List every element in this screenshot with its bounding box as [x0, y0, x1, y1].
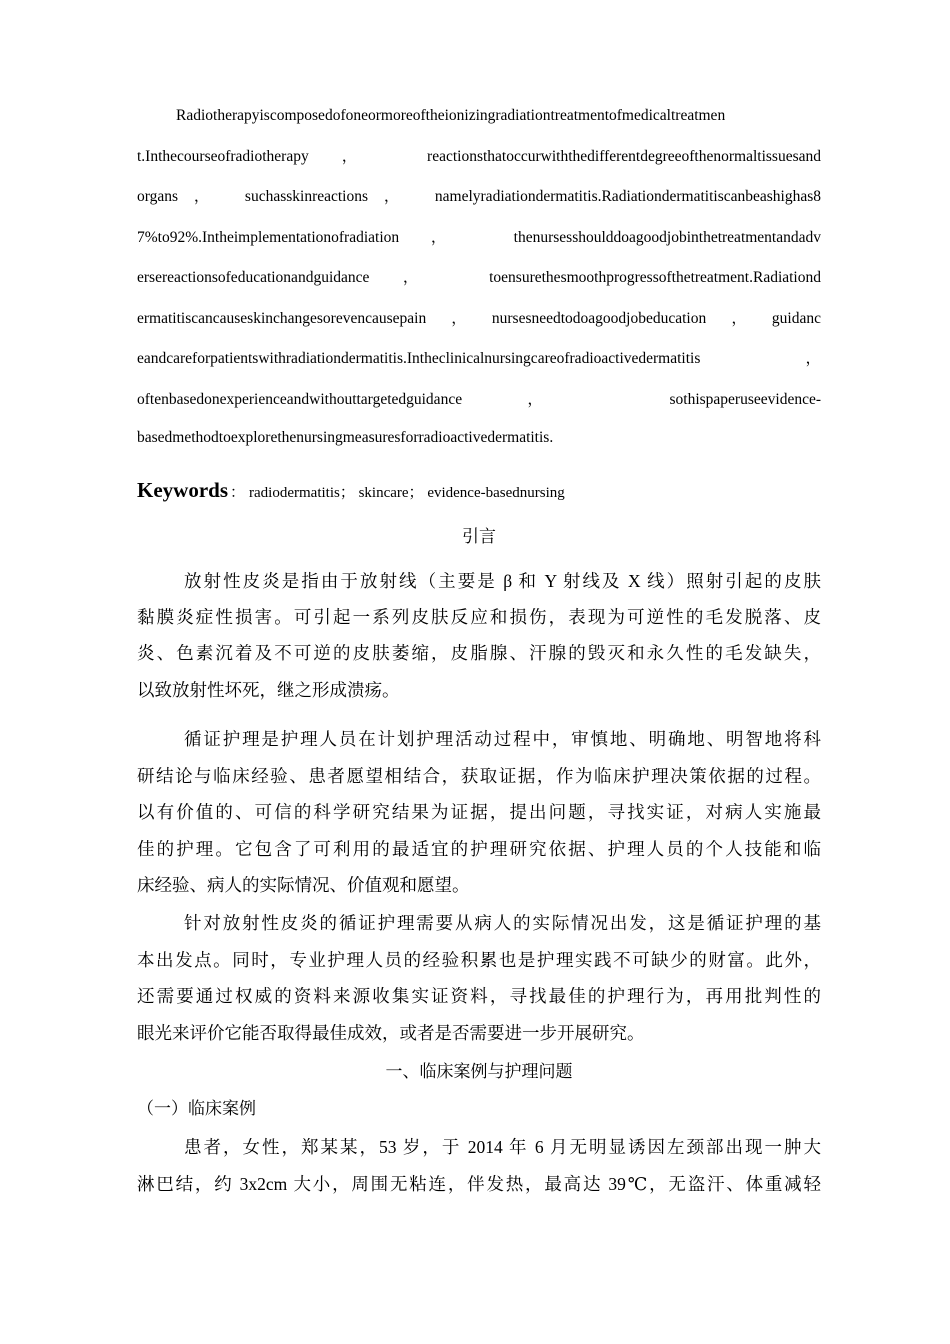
paragraph-line: 研结论与临床经验、患者愿望相结合，获取证据，作为临床护理决策依据的过程。: [137, 766, 821, 786]
paragraph-line: 患者，女性，郑某某，53 岁，于 2014 年 6 月无明显诱因左颈部出现一肿大: [184, 1137, 821, 1157]
abstract-line: organs， suchasskinreactions， namelyradiationdermatitis.Radiationdermatitiscanbeashighas8: [137, 188, 821, 205]
abstract-line: t.Inthecourseofradiotherapy， reactionsthatoccurwiththedifferentdegreeofthenormaltissuesand: [137, 148, 821, 165]
keywords-line: [137, 477, 821, 506]
intro-heading: 引言: [462, 527, 496, 546]
keyword-item: radiodermatitis；: [249, 485, 355, 501]
paragraph-line: 针对放射性皮炎的循证护理需要从病人的实际情况出发，这是循证护理的基: [184, 913, 821, 933]
subsection-heading: （一）临床案例: [137, 1099, 256, 1118]
paragraph-line: 炎、色素沉着及不可逆的皮肤萎缩，皮脂腺、汗腺的毁灭和永久性的毛发缺失，: [137, 643, 821, 663]
paragraph-line: 还需要通过权威的资料来源收集实证资料，寻找最佳的护理行为，再用批判性的: [137, 986, 821, 1006]
abstract-line: basedmethodtoexplorethenursingmeasuresforradioactivedermatitis.: [137, 429, 554, 446]
keywords-separator: ：: [230, 485, 246, 501]
paragraph-line: 以有价值的、可信的科学研究结果为证据，提出问题，寻找实证，对病人实施最: [137, 802, 821, 822]
keyword-item: skincare；: [358, 485, 424, 501]
abstract-line: Radiotherapyiscomposedofoneormoreoftheionizingradiationtreatmentofmedicaltreatmen: [176, 107, 726, 124]
paragraph-line: 淋巴结，约 3x2cm 大小，周围无粘连，伴发热，最高达 39℃，无盗汗、体重减轻: [137, 1174, 821, 1194]
paragraph-line: 佳的护理。它包含了可利用的最适宜的护理研究依据、护理人员的个人技能和临: [137, 839, 821, 859]
abstract-line: ermatitiscancauseskinchangesorevencausepain，nursesneedtodoagoodjobeducation，guidanc: [137, 310, 821, 327]
abstract-line: oftenbasedonexperienceandwithouttargetedguidance ， sothispaperuseevidence-: [137, 391, 821, 408]
keywords-label: Keywords: [137, 478, 228, 502]
paragraph-line: 眼光来评价它能否取得最佳成效，或者是否需要进一步开展研究。: [137, 1023, 645, 1043]
paragraph-line: 以致放射性坏死，继之形成溃疡。: [137, 680, 400, 700]
abstract-line: ersereactionsofeducationandguidance， toensurethesmoothprogressofthetreatment.Radiationd: [137, 269, 821, 286]
paragraph-line: 黏膜炎症性损害。可引起一系列皮肤反应和损伤，表现为可逆性的毛发脱落、皮: [137, 607, 821, 627]
abstract-line: eandcareforpatientswithradiationdermatitis.Intheclinicalnursingcareofradioactivedermatitis ，: [137, 350, 821, 367]
paragraph-line: 循证护理是护理人员在计划护理活动过程中，审慎地、明确地、明智地将科: [184, 729, 821, 749]
paragraph-line: 本出发点。同时，专业护理人员的经验积累也是护理实践不可缺少的财富。此外，: [137, 950, 821, 970]
paragraph-line: 床经验、病人的实际情况、价值观和愿望。: [137, 875, 470, 895]
paragraph-line: 放射性皮炎是指由于放射线（主要是 β 和 Y 射线及 X 线）照射引起的皮肤: [184, 571, 821, 591]
keyword-item: evidence-basednursing: [427, 485, 565, 501]
abstract-line: 7%to92%.Intheimplementationofradiation， thenursesshoulddoagoodjobinthetreatmentandadv: [137, 229, 821, 246]
section-heading: 一、临床案例与护理问题: [385, 1062, 573, 1081]
